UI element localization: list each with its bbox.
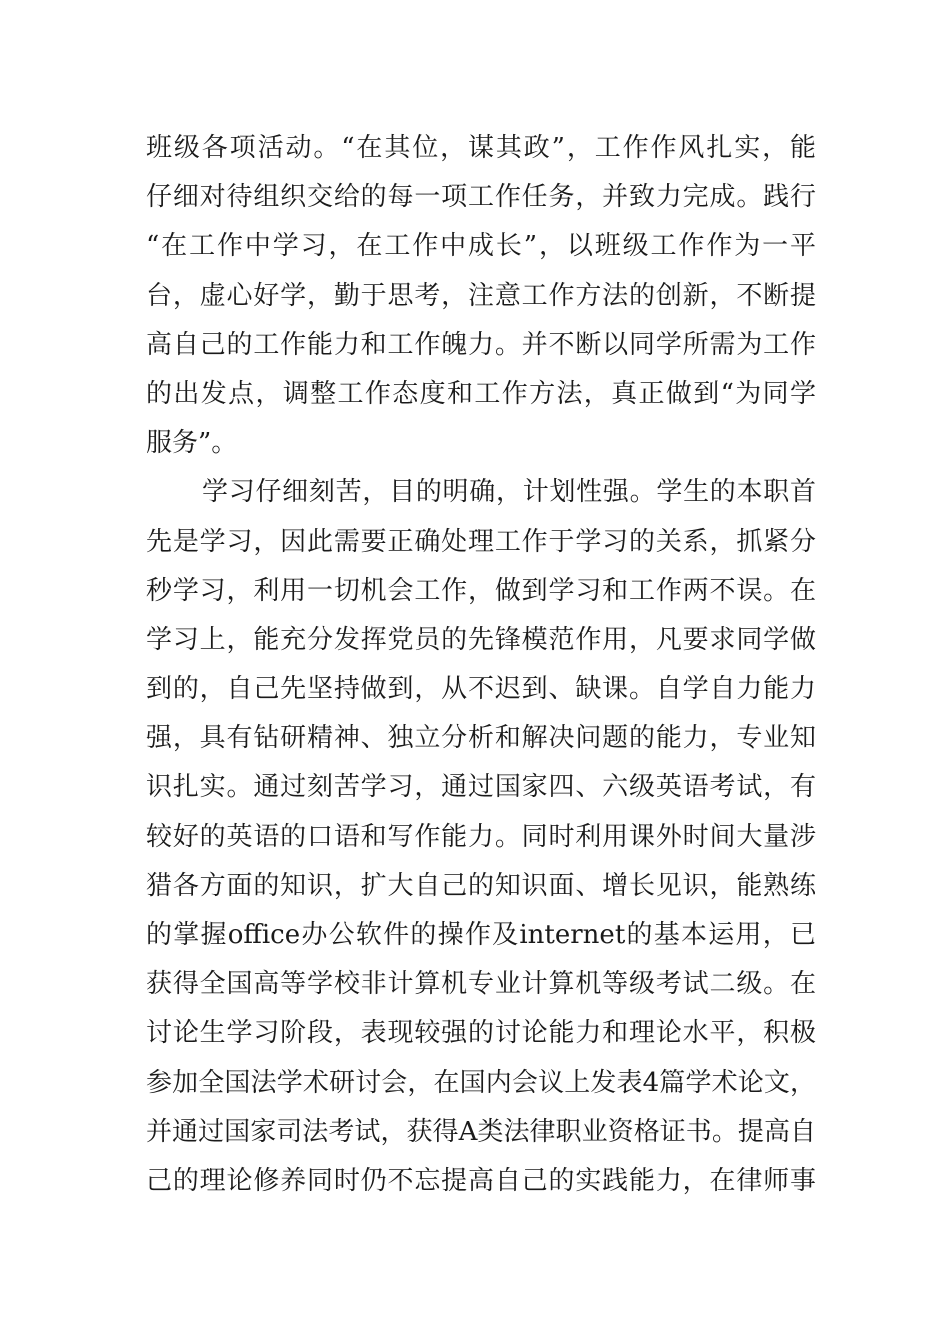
text-line: 班级各项活动。“在其位，谋其政”，工作作风扎实，能 [146,133,816,163]
text-line: 强，具有钻研精神、独立分析和解决问题的能力，专业知 [146,723,816,754]
text-line: 学习上，能充分发挥党员的先锋模范作用，凡要求同学做 [146,624,816,655]
text-line: 猎各方面的知识，扩大自己的知识面、增长见识，能熟练 [146,870,816,901]
text-line: 参加全国法学术研讨会，在国内会议上发表4篇学术论文， [146,1067,816,1098]
text-line: 较好的英语的口语和写作能力。同时利用课外时间大量涉 [146,821,816,852]
document-body [146,124,816,1206]
text-line: 己的理论修养同时仍不忘提高自己的实践能力，在律师事 [146,1165,816,1196]
text-line: 学习仔细刻苦，目的明确，计划性强。学生的本职首 [202,477,816,508]
text-line: 讨论生学习阶段，表现较强的讨论能力和理论水平，积极 [146,1018,816,1049]
text-line: 获得全国高等学校非计算机专业计算机等级考试二级。在 [146,969,816,1000]
text-line: 服务”。 [146,428,238,459]
text-line: 的出发点，调整工作态度和工作方法，真正做到“为同学 [146,378,816,409]
text-line: 先是学习，因此需要正确处理工作于学习的关系，抓紧分 [146,526,816,557]
text-line: 到的，自己先坚持做到，从不迟到、缺课。自学自力能力 [146,674,816,705]
text-line: 仔细对待组织交给的每一项工作任务，并致力完成。践行 [146,182,816,213]
text-line: “在工作中学习，在工作中成长”，以班级工作作为一平 [146,231,816,262]
text-line: 台，虚心好学，勤于思考，注意工作方法的创新，不断提 [146,280,816,311]
text-line: 的掌握office办公软件的操作及internet的基本运用，已 [146,920,816,950]
text-line: 并通过国家司法考试，获得A类法律职业资格证书。提高自 [146,1116,816,1147]
text-line: 秒学习，利用一切机会工作，做到学习和工作两不误。在 [146,575,816,606]
text-line: 高自己的工作能力和工作魄力。并不断以同学所需为工作 [146,329,816,360]
text-line: 识扎实。通过刻苦学习，通过国家四、六级英语考试，有 [146,772,816,803]
